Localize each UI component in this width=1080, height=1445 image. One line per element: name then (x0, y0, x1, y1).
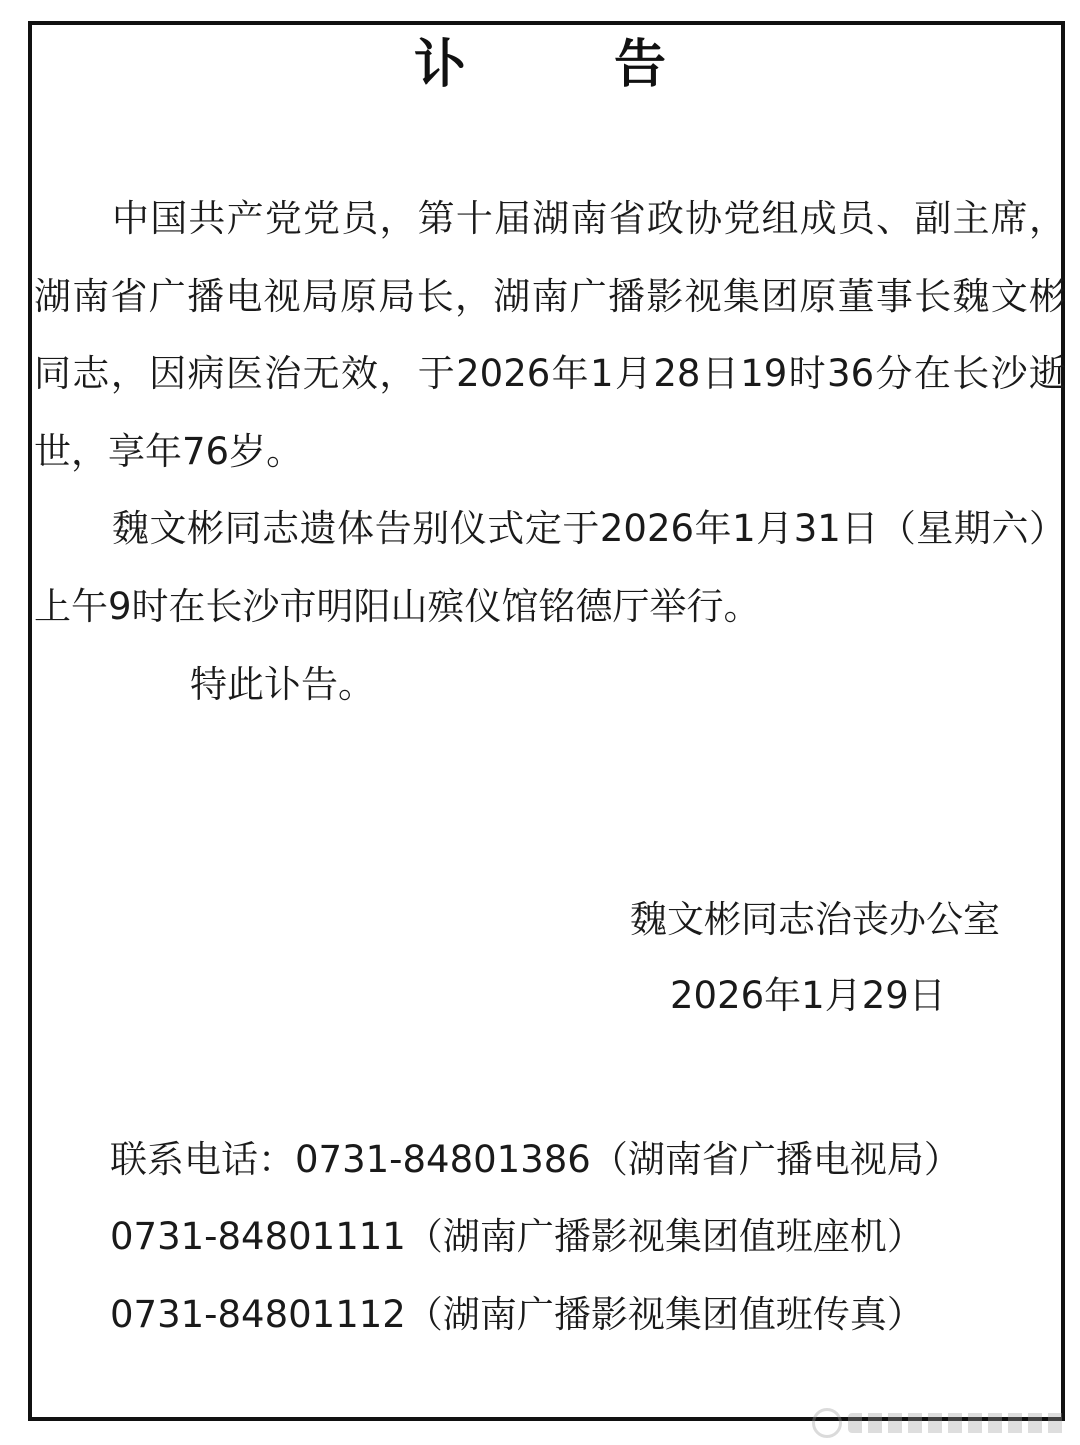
farewell-ceremony-paragraph: 魏文彬同志遗体告别仪式定于2026年1月31日（星期六）上午9时在长沙市明阳山殡仪馆铭德厅举行。 (34, 507, 1066, 628)
document-title: 讣 告 (413, 35, 714, 95)
contact-line-2: 0731-84801111（湖南广播影视集团值班座机） (110, 1215, 924, 1258)
watermark (812, 1403, 1068, 1443)
watermark-text-blur (848, 1413, 1068, 1433)
contact-line-3: 0731-84801112（湖南广播影视集团值班传真） (110, 1293, 924, 1336)
signature-date: 2026年1月29日 (670, 974, 946, 1017)
signature-office: 魏文彬同志治丧办公室 (630, 898, 1000, 941)
closing-line: 特此讣告。 (190, 663, 375, 706)
weibo-logo-icon (812, 1408, 842, 1438)
contact-line-1: 联系电话：0731-84801386（湖南省广播电视局） (110, 1138, 961, 1181)
obituary-paragraph: 中国共产党党员，第十届湖南省政协党组成员、副主席，湖南省广播电视局原局长，湖南广播影视集团原董事长魏文彬同志，因病医治无效，于2026年1月28日19时36分在长沙逝世，享年76岁。 (34, 197, 1066, 473)
